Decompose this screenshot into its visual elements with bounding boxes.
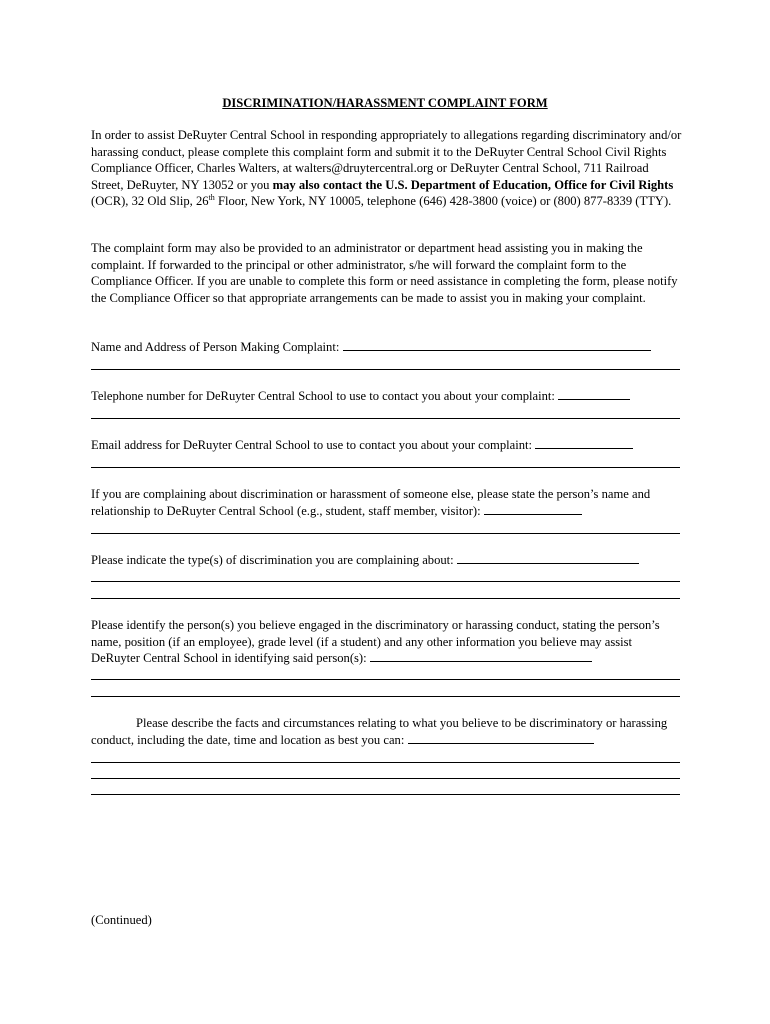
ordinal-suffix: th	[208, 192, 215, 202]
discrimination-type-line-2[interactable]	[91, 581, 680, 582]
persons-label: Please identify the person(s) you believe engaged in the discriminatory or harassing conduct, stating the person’s name, position (if an employee), grade level (if a student) and any other information you believe may assist DeRuyter Central School in identifying said person(s):	[91, 618, 660, 665]
email-line-2[interactable]	[91, 467, 680, 468]
someone-else-line-2[interactable]	[91, 533, 680, 534]
someone-else-label: If you are complaining about discrimination or harassment of someone else, please state the person’s name and relationship to DeRuyter Central School (e.g., student, staff member, visitor):	[91, 487, 651, 518]
telephone-line-2[interactable]	[91, 418, 680, 419]
telephone-label: Telephone number for DeRuyter Central School to use to contact you about your complaint:	[91, 389, 555, 403]
intro-text: In order to assist DeRuyter Central School in responding appropriately to allegations regarding discriminatory and/or harassing conduct, please complete this complaint form and submit it to the DeRuyter Central School Civil Rights Compliance Officer, Charles Walters, at walters@druytercentral.org or DeRuyter Central School, 711 Railroad Street, DeRuyter, NY 13052 or you	[91, 128, 682, 192]
persons-question	[91, 617, 681, 667]
name-address-question	[91, 339, 681, 356]
facts-field[interactable]	[408, 743, 594, 744]
discrimination-type-field[interactable]	[457, 563, 639, 564]
assistance-paragraph: The complaint form may also be provided to an administrator or department head assisting you in making the complaint. If forwarded to the principal or other administrator, s/he will forward the complaint form to the Compliance Officer. If you are unable to complete this form or need assistance in completing the form, please notify the Compliance Officer so that appropriate arrangements can be made to assist you in making your complaint.	[91, 241, 678, 305]
email-question	[91, 437, 681, 454]
someone-else-question	[91, 486, 681, 519]
ocr-contact-bold: may also contact the U.S. Department of Education, Office for Civil Rights	[272, 177, 674, 192]
persons-line-2[interactable]	[91, 679, 680, 680]
persons-field[interactable]	[370, 661, 592, 662]
facts-question	[91, 715, 681, 748]
intro-paragraph	[91, 127, 683, 210]
telephone-field[interactable]	[558, 399, 630, 400]
intro-text-ocr: (OCR), 32 Old Slip, 26	[91, 194, 209, 208]
continued-note: (Continued)	[91, 913, 152, 927]
name-address-line-2[interactable]	[91, 369, 680, 370]
intro-text-address: Floor, New York, NY 10005, telephone (646) 428-3800 (voice) or (800) 877-8339 (TTY).	[214, 194, 672, 208]
persons-line-3[interactable]	[91, 696, 680, 697]
facts-label: Please describe the facts and circumstances relating to what you believe to be discriminatory or harassing conduct, including the date, time and location as best you can:	[91, 716, 668, 747]
discrimination-type-label: Please indicate the type(s) of discrimination you are complaining about:	[91, 553, 454, 567]
telephone-question	[91, 388, 681, 405]
email-field[interactable]	[535, 448, 633, 449]
someone-else-field[interactable]	[484, 514, 582, 515]
facts-line-4[interactable]	[91, 794, 680, 795]
facts-line-2[interactable]	[91, 762, 680, 763]
discrimination-type-line-3[interactable]	[91, 598, 680, 599]
email-label: Email address for DeRuyter Central School to use to contact you about your complaint:	[91, 438, 533, 452]
form-title: DISCRIMINATION/HARASSMENT COMPLAINT FORM	[222, 96, 548, 110]
facts-line-3[interactable]	[91, 778, 680, 779]
name-address-field[interactable]	[343, 350, 651, 351]
name-address-label: Name and Address of Person Making Complaint:	[91, 340, 340, 354]
discrimination-type-question	[91, 552, 681, 569]
